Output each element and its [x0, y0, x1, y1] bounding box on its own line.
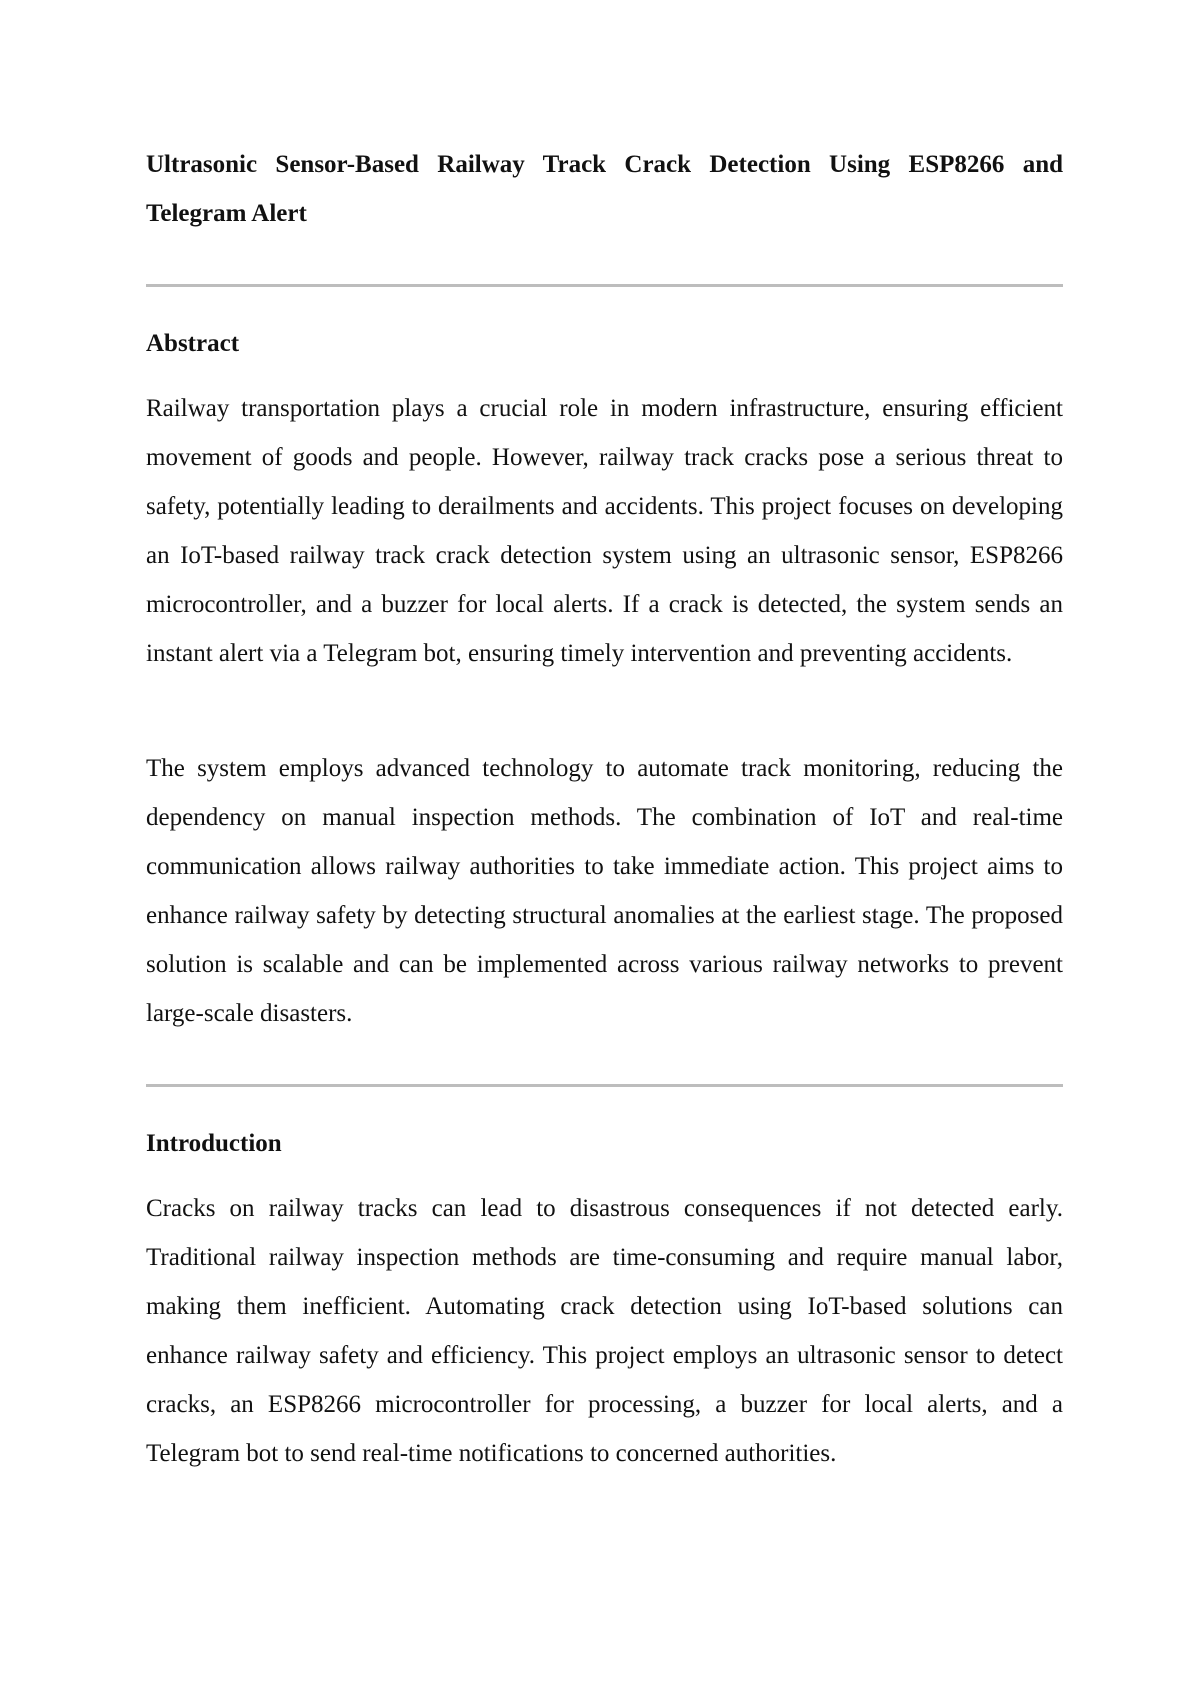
- abstract-paragraph-1: Railway transportation plays a crucial role in modern infrastructure, ensuring efficient movement of goods and people. However, railway track cracks pose a serious threat to safety, potentially leading to derailments and accidents. This project focuses on developing an IoT-based railway track crack detection system using an ultrasonic sensor, ESP8266 microcontroller, and a buzzer for local alerts. If a crack is detected, the system sends an instant alert via a Telegram bot, ensuring timely intervention and preventing accidents.: [146, 395, 1063, 667]
- document-title: Ultrasonic Sensor-Based Railway Track Crack Detection Using ESP8266 and Telegram Alert: [146, 151, 1063, 227]
- section-divider: [146, 1084, 1063, 1087]
- abstract-heading: Abstract: [146, 330, 240, 357]
- introduction-paragraph-1: Cracks on railway tracks can lead to disastrous consequences if not detected early. Traditional railway inspection methods are time-consuming and require manual labor, making them inefficient. Automating crack detection using IoT-based solutions can enhance railway safety and efficiency. This project employs an ultrasonic sensor to detect cracks, an ESP8266 microcontroller for processing, a buzzer for local alerts, and a Telegram bot to send real-time notifications to concerned authorities.: [146, 1195, 1063, 1467]
- title-divider: [146, 284, 1063, 287]
- introduction-heading: Introduction: [146, 1130, 282, 1157]
- abstract-paragraph-2: The system employs advanced technology to automate track monitoring, reducing the dependency on manual inspection methods. The combination of IoT and real-time communication allows railway authorities to take immediate action. This project aims to enhance railway safety by detecting structural anomalies at the earliest stage. The proposed solution is scalable and can be implemented across various railway networks to prevent large-scale disasters.: [146, 755, 1063, 1027]
- document-page: [146, 0, 1063, 1696]
